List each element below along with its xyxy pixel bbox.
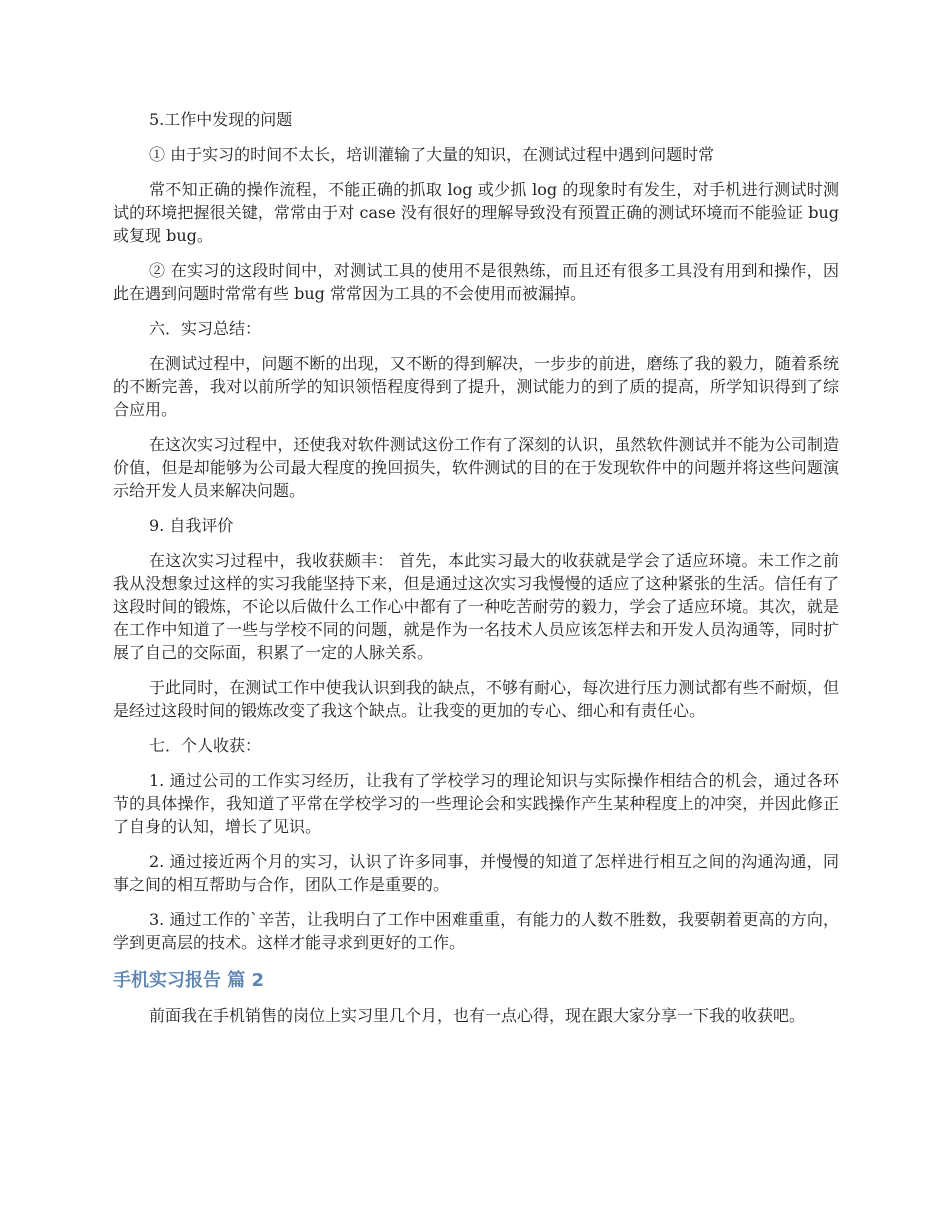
paragraph-problem-1-start: ① 由于实习的时间不太长，培训灌输了大量的知识，在测试过程中遇到问题时常 bbox=[149, 145, 715, 164]
document-body bbox=[113, 108, 839, 1039]
paragraph-self-eval-heading: 9. 自我评价 bbox=[149, 516, 234, 535]
paragraph-closing: 前面我在手机销售的岗位上实习里几个月，也有一点心得，现在跟大家分享一下我的收获吧。 bbox=[149, 1006, 806, 1025]
section-title: 手机实习报告 篇 2 bbox=[113, 970, 265, 991]
paragraph-self-eval-2: 于此同时，在测试工作中使我认识到我的缺点，不够有耐心，每次进行压力测试都有些不耐烦，但是经过这段时间的锻炼改变了我这个缺点。让我变的更加的专心、细心和有责任心。 bbox=[113, 678, 839, 720]
paragraph-gain-3: 3. 通过工作的`辛苦，让我明白了工作中困难重重，有能力的人数不胜数，我要朝着更高的方向，学到更高层的技术。这样才能寻求到更好的工作。 bbox=[113, 910, 839, 952]
paragraph-gains-heading: 七．个人收获： bbox=[149, 736, 262, 755]
paragraph-problem-1-cont: 常不知正确的操作流程，不能正确的抓取 log 或少抓 log 的现象时有发生，对手机进行测试时测试的环境把握很关键，常常由于对 case 没有很好的理解导致没有预置正确的测试环境而不能验证 bug 或复现 bug。 bbox=[113, 180, 839, 245]
paragraph-self-eval-1: 在这次实习过程中，我收获颇丰： 首先，本此实习最大的收获就是学会了适应环境。未工作之前我从没想象过这样的实习我能坚持下来，但是通过这次实习我慢慢的适应了这种紧张的生活。信任有了这段时间的锻炼，不论以后做什么工作心中都有了一种吃苦耐劳的毅力，学会了适应环境。其次，就是在工作中知道了一些与学校不同的问题，就是作为一名技术人员应该怎样去和开发人员沟通等，同时扩展了自己的交际面，积累了一定的人脉关系。 bbox=[113, 551, 839, 662]
paragraph-gain-1: 1. 通过公司的工作实习经历，让我有了学校学习的理论知识与实际操作相结合的机会，通过各环节的具体操作，我知道了平常在学校学习的一些理论会和实践操作产生某种程度上的冲突，并因此修正了自身的认知，增长了见识。 bbox=[113, 771, 839, 836]
paragraph-gain-2: 2. 通过接近两个月的实习，认识了许多同事，并慢慢的知道了怎样进行相互之间的沟通沟通，同事之间的相互帮助与合作，团队工作是重要的。 bbox=[113, 852, 839, 894]
paragraph-summary-heading: 六．实习总结： bbox=[149, 319, 262, 338]
paragraph-summary-1: 在测试过程中，问题不断的出现，又不断的得到解决，一步步的前进，磨练了我的毅力，随着系统的不断完善，我对以前所学的知识领悟程度得到了提升，测试能力的到了质的提高，所学知识得到了综合应用。 bbox=[113, 354, 839, 419]
paragraph-summary-2: 在这次实习过程中，还使我对软件测试这份工作有了深刻的认识，虽然软件测试并不能为公司制造价值，但是却能够为公司最大程度的挽回损失，软件测试的目的在于发现软件中的问题并将这些问题演示给开发人员来解决问题。 bbox=[113, 435, 839, 500]
paragraph-problems-heading: 5.工作中发现的问题 bbox=[149, 110, 293, 129]
paragraph-problem-2: ② 在实习的这段时间中，对测试工具的使用不是很熟练，而且还有很多工具没有用到和操作，因此在遇到问题时常常有些 bug 常常因为工具的不会使用而被漏掉。 bbox=[113, 261, 839, 303]
